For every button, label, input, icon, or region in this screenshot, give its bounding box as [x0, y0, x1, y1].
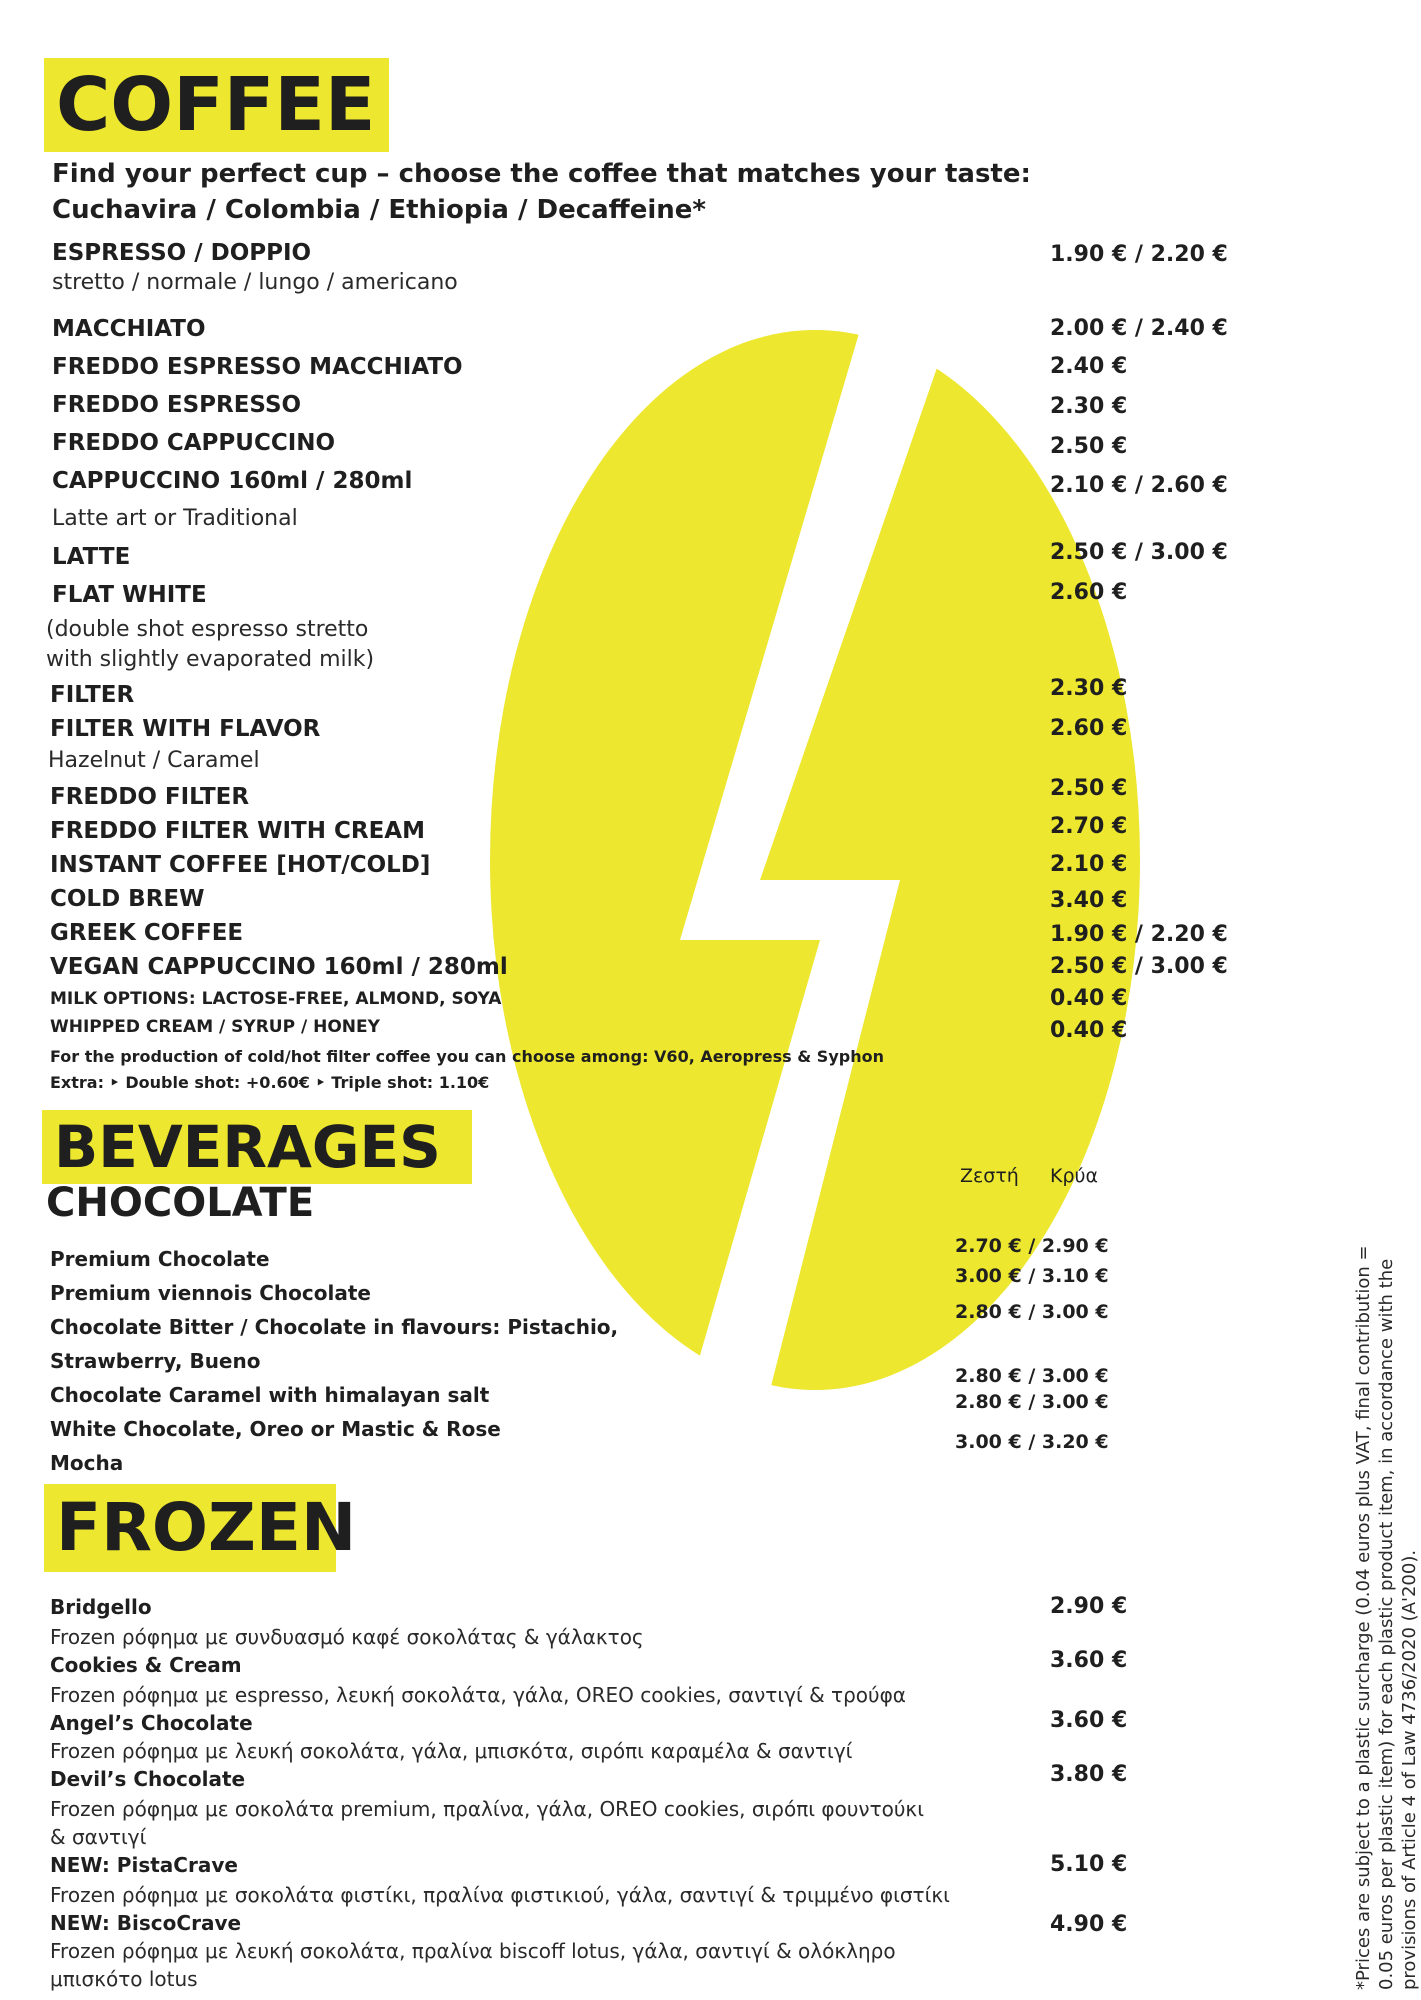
frozen-item-name: Cookies & Cream: [50, 1653, 242, 1677]
chocolate-item-name: Premium Chocolate: [50, 1247, 270, 1271]
chocolate-item-name: White Chocolate, Oreo or Mastic & Rose: [50, 1417, 501, 1441]
chocolate-item-price: 2.70 € / 2.90 €: [955, 1235, 1109, 1257]
menu-item-name: WHIPPED CREAM / SYRUP / HONEY: [50, 1017, 380, 1037]
chocolate-item-price: 2.80 € / 3.00 €: [955, 1301, 1109, 1323]
column-cold: Κρύα: [1050, 1165, 1099, 1187]
chocolate-item-price: 3.00 € / 3.20 €: [955, 1431, 1109, 1453]
frozen-item-desc: Frozen ρόφημα με σοκολάτα φιστίκι, πραλίνα φιστικιού, γάλα, σαντιγί & τριμμένο φιστίκι: [50, 1883, 950, 1907]
chocolate-item-name: Chocolate Caramel with himalayan salt: [50, 1383, 490, 1407]
frozen-item-desc: & σαντιγί: [50, 1825, 147, 1849]
frozen-item-name: NEW: PistaCrave: [50, 1853, 238, 1877]
extra-shots-note: Extra: ‣ Double shot: +0.60€ ‣ Triple shot: 1.10€: [50, 1073, 490, 1092]
menu-item-price: 2.40 €: [1050, 354, 1128, 379]
menu-item-price: 2.00 € / 2.40 €: [1050, 316, 1228, 341]
menu-item-name: FREDDO ESPRESSO MACCHIATO: [52, 354, 463, 380]
chocolate-item-price: 2.80 € / 3.00 €: [955, 1391, 1109, 1413]
menu-item-price: 1.90 € / 2.20 €: [1050, 242, 1228, 267]
menu-item-price: 2.70 €: [1050, 814, 1128, 839]
menu-item-name: LATTE: [52, 544, 131, 570]
menu-item-price: 2.50 €: [1050, 776, 1128, 801]
coffee-heading: COFFEE: [44, 58, 389, 152]
frozen-item-name: Bridgello: [50, 1595, 152, 1619]
menu-item-price: 2.10 € / 2.60 €: [1050, 473, 1228, 498]
frozen-item-desc: Frozen ρόφημα με σοκολάτα premium, πραλίνα, γάλα, OREO cookies, σιρόπι φουντούκι: [50, 1797, 924, 1821]
menu-item-price: 0.40 €: [1050, 1018, 1128, 1043]
menu-item-price: 3.40 €: [1050, 888, 1128, 913]
frozen-item-price: 3.60 €: [1050, 1648, 1128, 1673]
beverages-heading: BEVERAGES: [42, 1110, 472, 1184]
menu-item-price: 2.50 € / 3.00 €: [1050, 540, 1228, 565]
menu-item-price: 2.10 €: [1050, 852, 1128, 877]
frozen-item-price: 4.90 €: [1050, 1912, 1128, 1937]
menu-item-price: 1.90 € / 2.20 €: [1050, 922, 1228, 947]
chocolate-item-price: 2.80 € / 3.00 €: [955, 1365, 1109, 1387]
frozen-item-price: 2.90 €: [1050, 1594, 1128, 1619]
menu-item-price: 2.60 €: [1050, 580, 1128, 605]
frozen-item-price: 3.60 €: [1050, 1708, 1128, 1733]
menu-item-name: FREDDO FILTER WITH CREAM: [50, 818, 425, 844]
menu-item-desc: Hazelnut / Caramel: [48, 748, 260, 773]
frozen-item-desc: Frozen ρόφημα με λευκή σοκολάτα, γάλα, μπισκότα, σιρόπι καραμέλα & σαντιγί: [50, 1739, 853, 1763]
frozen-heading: FROZEN: [44, 1484, 336, 1572]
menu-item-price: 2.50 €: [1050, 434, 1128, 459]
menu-item-name: FREDDO CAPPUCCINO: [52, 430, 336, 456]
frozen-item-desc: Frozen ρόφημα με συνδυασμό καφέ σοκολάτας & γάλακτος: [50, 1625, 644, 1649]
menu-item-price: 2.50 € / 3.00 €: [1050, 954, 1228, 979]
menu-item-desc: with slightly evaporated milk): [46, 647, 375, 672]
menu-item-name: MACCHIATO: [52, 316, 206, 342]
menu-item-desc: stretto / normale / lungo / americano: [52, 270, 458, 295]
column-hot: Ζεστή: [960, 1165, 1019, 1187]
menu-item-price: 2.30 €: [1050, 394, 1128, 419]
chocolate-item-name: Mocha: [50, 1451, 124, 1475]
menu-item-name: MILK OPTIONS: LACTOSE-FREE, ALMOND, SOYA: [50, 989, 502, 1009]
coffee-origins: Cuchavira / Colombia / Ethiopia / Decaffeine*: [52, 195, 707, 225]
plastic-surcharge-note: *Prices are subject to a plastic surcharge (0.04 euros plus VAT, final contribution = 0.05 euros per plastic item) for each plastic product item, in accordance with the provisions of Article 4 of Law 4736/2020 (A'200).: [1353, 1245, 1420, 1990]
frozen-item-name: Devil’s Chocolate: [50, 1767, 246, 1791]
chocolate-item-name: Chocolate Bitter / Chocolate in flavours: Pistachio,: [50, 1315, 619, 1339]
chocolate-item-price: 3.00 € / 3.10 €: [955, 1265, 1109, 1287]
frozen-item-desc: Frozen ρόφημα με λευκή σοκολάτα, πραλίνα biscoff lotus, γάλα, σαντιγί & ολόκληρο: [50, 1939, 896, 1963]
menu-item-name: FREDDO FILTER: [50, 784, 250, 810]
menu-item-name: ESPRESSO / DOPPIO: [52, 240, 312, 266]
frozen-item-price: 3.80 €: [1050, 1762, 1128, 1787]
menu-item-price: 0.40 €: [1050, 986, 1128, 1011]
chocolate-item-name: Strawberry, Bueno: [50, 1349, 261, 1373]
menu-item-name: VEGAN CAPPUCCINO 160ml / 280ml: [50, 954, 508, 980]
menu-item-price: 2.30 €: [1050, 676, 1128, 701]
frozen-item-price: 5.10 €: [1050, 1852, 1128, 1877]
coffee-bean-graphic: [490, 330, 1140, 1390]
menu-item-name: COLD BREW: [50, 886, 205, 912]
menu-item-name: FREDDO ESPRESSO: [52, 392, 302, 418]
filter-methods-note: For the production of cold/hot filter coffee you can choose among: V60, Aeropress & Syphon: [50, 1047, 884, 1066]
frozen-item-name: Angel’s Chocolate: [50, 1711, 253, 1735]
menu-item-desc: (double shot espresso stretto: [46, 617, 369, 642]
menu-item-name: FLAT WHITE: [52, 582, 207, 608]
menu-item-name: GREEK COFFEE: [50, 920, 244, 946]
menu-item-name: FILTER WITH FLAVOR: [50, 716, 321, 742]
menu-item-name: FILTER: [50, 682, 135, 708]
frozen-item-desc: Frozen ρόφημα με espresso, λευκή σοκολάτα, γάλα, OREO cookies, σαντιγί & τρούφα: [50, 1683, 906, 1707]
menu-item-price: 2.60 €: [1050, 716, 1128, 741]
menu-item-desc: Latte art or Traditional: [52, 506, 298, 531]
frozen-item-desc: μπισκότο lotus: [50, 1967, 198, 1991]
chocolate-subheading: CHOCOLATE: [46, 1180, 315, 1226]
chocolate-item-name: Premium viennois Chocolate: [50, 1281, 371, 1305]
menu-item-name: INSTANT COFFEE [HOT/COLD]: [50, 852, 431, 878]
menu-item-name: CAPPUCCINO 160ml / 280ml: [52, 468, 413, 494]
frozen-item-name: NEW: BiscoCrave: [50, 1911, 242, 1935]
coffee-intro: Find your perfect cup – choose the coffee that matches your taste:: [52, 159, 1031, 189]
